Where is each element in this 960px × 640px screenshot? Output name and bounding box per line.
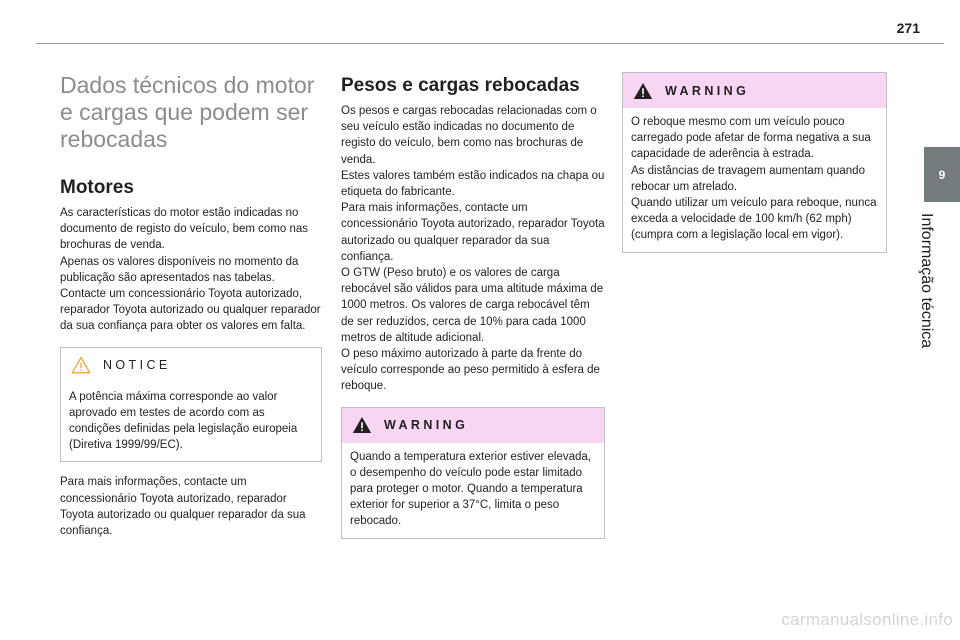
notice-body bbox=[61, 383, 321, 462]
notice-label: NOTICE bbox=[103, 358, 171, 373]
header-divider bbox=[36, 43, 944, 44]
notice-box bbox=[60, 347, 322, 463]
weights-paragraph: Os pesos e cargas rebocadas relacionadas com o seu veículo estão indicadas no documento de registo do veículo, bem como nas brochuras de venda. Estes valores também estão indicados na chapa ou etiqueta do fabricante. Para mais informações, contacte um concessionário Toyota autorizado, reparador Toyota autorizado ou qualquer reparador da sua confiança. O GTW (Peso bruto) e os valores de carga rebocável são válidos para uma altitude máxima de 1000 metros. Os valores de carga rebocável têm de ser reduzidos, cerca de 10% para cada 1000 metros de altitude adicional. O peso máximo autorizado à parte da frente do veículo corresponde ao peso permitido à esfera de reboque. bbox=[341, 105, 605, 393]
page-title: Dados técnicos do motor e cargas que podem ser rebocadas bbox=[60, 72, 315, 152]
section-title-weights: Pesos e cargas rebocadas bbox=[341, 75, 580, 96]
warning-body bbox=[342, 443, 604, 538]
warning-header bbox=[623, 73, 886, 108]
caution-triangle-icon bbox=[71, 356, 91, 374]
chapter-title: Informação técnica bbox=[918, 213, 935, 349]
warning-box-temperature bbox=[341, 407, 605, 539]
more-info-paragraph: Para mais informações, contacte um concessionário Toyota autorizado, reparador Toyota autorizado ou qualquer reparador da sua confiança. bbox=[60, 476, 306, 538]
warning-triangle-icon bbox=[633, 82, 653, 100]
section-title-engines: Motores bbox=[60, 177, 134, 198]
watermark: carmanualsonline.info bbox=[781, 610, 953, 629]
warning-triangle-icon bbox=[352, 416, 372, 434]
engines-paragraph: As características do motor estão indicadas no documento de registo do veículo, bem como nas brochuras de venda. Apenas os valores disponíveis no momento da publicação são apresentados nas tabelas. Contacte um concessionário Toyota autorizado, reparador Toyota autorizado ou qualquer reparador da sua confiança para obter os valores em falta. bbox=[60, 207, 321, 333]
warning-header bbox=[342, 408, 604, 443]
warning-label: WARNING bbox=[384, 418, 469, 433]
warning-text: Quando a temperatura exterior estiver elevada, o desempenho do veículo pode estar limitado para proteger o motor. Quando a temperatura exterior for superior a 37°C, limita o peso rebocado. bbox=[350, 450, 591, 528]
chapter-number: 9 bbox=[938, 167, 946, 182]
chapter-tab[interactable] bbox=[924, 147, 960, 202]
warning-label: WARNING bbox=[665, 83, 750, 98]
notice-header bbox=[61, 348, 321, 383]
notice-text: A potência máxima corresponde ao valor aprovado em testes de acordo com as condições definidas pela legislação europeia (Diretiva 1999/99/EC). bbox=[69, 390, 298, 452]
warning-text: O reboque mesmo com um veículo pouco carregado pode afetar de forma negativa a sua capacidade de aderência à estrada. As distâncias de travagem aumentam quando rebocar um atrelado. Quando utilizar um veículo para reboque, nunca exceda a velocidade de 100 km/h (62 mph) (cumpra com a legislação local em vigor). bbox=[631, 116, 877, 242]
page-number: 271 bbox=[896, 20, 920, 36]
column-engines bbox=[60, 72, 322, 539]
column-weights bbox=[341, 72, 605, 539]
warning-box-towing bbox=[622, 72, 887, 253]
column-towing-warning bbox=[622, 72, 887, 253]
warning-body bbox=[623, 108, 886, 252]
